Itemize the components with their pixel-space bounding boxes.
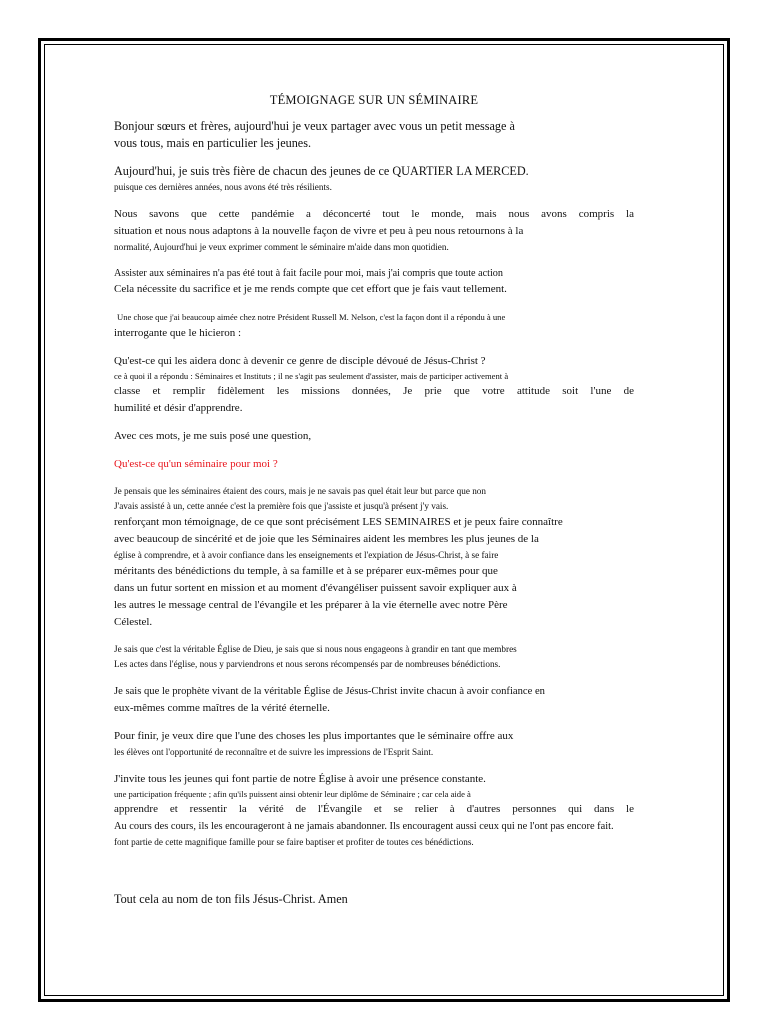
text-line: situation et nous nous adaptons à la nouvelle façon de vivre et peu à peu nous retournons à la (114, 225, 524, 237)
paragraph-nelson (114, 309, 634, 342)
document-body (114, 93, 634, 907)
text-line: Célestel. (114, 616, 153, 628)
text-line: méritants des bénédictions du temple, à sa famille et à se préparer eux-mêmes pour que (114, 565, 498, 577)
paragraph-conclusion (114, 728, 634, 760)
text-line: les élèves ont l'opportunité de reconnaître et de suivre les impressions de l'Esprit Saint. (114, 747, 434, 757)
text-line: Au cours des cours, ils les encourageront à ne jamais abandonner. Ils encouragent aussi ceux qui ne l'ont pas encore fait. (114, 821, 614, 832)
text-line: Aujourd'hui, je suis très fière de chacun des jeunes de ce QUARTIER LA MERCED. (114, 164, 529, 178)
text-line: Bonjour sœurs et frères, aujourd'hui je veux partager avec vous un petit message à (114, 119, 515, 133)
text-line: J'invite tous les jeunes qui font partie de notre Église à avoir une présence constante. (114, 773, 486, 785)
paragraph-greeting (114, 118, 634, 152)
text-line: les autres le message central de l'évangile et les préparer à la vie éternelle avec notre Père (114, 599, 508, 611)
paragraph-invitation (114, 771, 634, 850)
text-line: Pour finir, je veux dire que l'une des choses les plus importantes que le séminaire offre aux (114, 730, 514, 742)
paragraph-pandemic (114, 206, 634, 255)
text-line: classe et remplir fidèlement les missions données, Je prie que votre attitude soit l'une de (114, 385, 634, 397)
text-line: eux-mêmes comme maîtres de la vérité éternelle. (114, 702, 330, 714)
text-line: J'avais assisté à un, cette année c'est la première fois que j'assiste et jusqu'à présent j'y vais. (114, 501, 449, 511)
text-line: Je sais que c'est la véritable Église de Dieu, je sais que si nous nous engageons à grandir en tant que membres (114, 644, 517, 654)
text-line: avec beaucoup de sincérité et de joie que les Séminaires aident les membres les plus jeunes de la (114, 533, 539, 545)
paragraph-testimony (114, 484, 634, 631)
paragraph-disciple (114, 353, 634, 417)
text-line: humilité et désir d'apprendre. (114, 402, 243, 414)
text-line: Qu'est-ce qui les aidera donc à devenir ce genre de disciple dévoué de Jésus-Christ ? (114, 355, 486, 367)
text-line: Assister aux séminaires n'a pas été tout à fait facile pour moi, mais j'ai compris que toute action (114, 268, 503, 279)
text-line: apprendre et ressentir la vérité de l'Évangile et se relier à d'autres personnes qui dans le (114, 803, 634, 815)
paragraph-question (114, 456, 634, 473)
text-line: Nous savons que cette pandémie a déconcerté tout le monde, mais nous avons compris la (114, 208, 634, 220)
text-line: Avec ces mots, je me suis posé une question, (114, 430, 312, 442)
text-line: normalité, Aujourd'hui je veux exprimer comment le séminaire m'aide dans mon quotidien. (114, 242, 449, 252)
text-line: Une chose que j'ai beaucoup aimée chez notre Président Russell M. Nelson, c'est la façon dont il a répondu à une (117, 312, 506, 322)
text-line: ce à quoi il a répondu : Séminaires et Instituts ; il ne s'agit pas seulement d'assister, mais de participer activement à (114, 371, 509, 381)
text-line: une participation fréquente ; afin qu'ils puissent ainsi obtenir leur diplôme de Séminaire ; car cela aide à (114, 789, 471, 799)
text-line: interrogante que le hicieron : (114, 327, 242, 339)
text-line: Je pensais que les séminaires étaient des cours, mais je ne savais pas quel était leur but parce que non (114, 486, 486, 496)
text-line: puisque ces dernières années, nous avons été très résilients. (114, 182, 332, 192)
text-line: Les actes dans l'église, nous y parviendrons et nous serons récompensés par de nombreuses bénédictions. (114, 659, 501, 669)
question-heading: Qu'est-ce qu'un séminaire pour moi ? (114, 458, 278, 470)
text-line: Je sais que le prophète vivant de la véritable Église de Jésus-Christ invite chacun à avoir confiance en (114, 686, 545, 697)
text-line: église à comprendre, et à avoir confiance dans les enseignements et l'expiation de Jésus-Christ, à se faire (114, 550, 499, 560)
text-line: font partie de cette magnifique famille pour se faire baptiser et profiter de toutes ces bénédictions. (114, 837, 474, 847)
paragraph-question-intro (114, 428, 634, 445)
text-line: renforçant mon témoignage, de ce que sont précisément LES SEMINAIRES et je peux faire connaître (114, 516, 563, 528)
document-title: TÉMOIGNAGE SUR UN SÉMINAIRE (269, 93, 479, 107)
text-line: dans un futur sortent en mission et au moment d'évangéliser puissent savoir expliquer aux à (114, 582, 517, 594)
paragraph-attendance (114, 266, 634, 298)
text-line: vous tous, mais en particulier les jeunes. (114, 136, 311, 150)
paragraph-true-church (114, 642, 634, 672)
closing-line: Tout cela au nom de ton fils Jésus-Christ. Amen (114, 892, 348, 906)
paragraph-pride (114, 163, 634, 195)
paragraph-prophet (114, 683, 634, 717)
text-line: Cela nécessite du sacrifice et je me rends compte que cet effort que je fais vaut tellement. (114, 283, 507, 295)
